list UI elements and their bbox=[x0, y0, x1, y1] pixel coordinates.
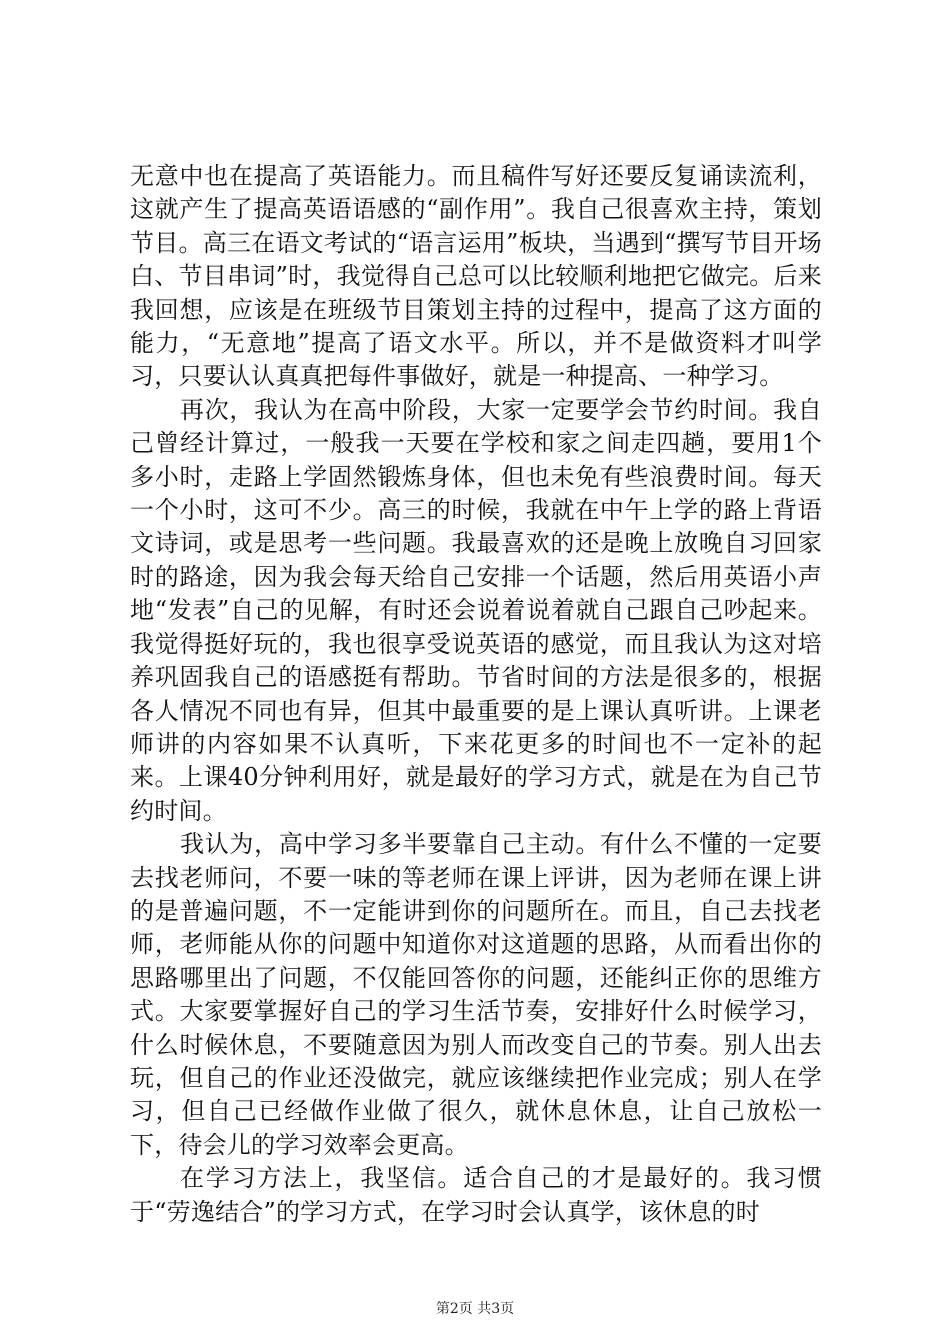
paragraph-2: 再次，我认为在高中阶段，大家一定要学会节约时间。我自己曾经计算过，一般我一天要在学校和家之间走四趟，要用1个多小时，走路上学固然锻炼身体，但也未免有些浪费时间。每天一个小时，这可不少。高三的时候，我就在中午上学的路上背语文诗词，或是思考一些问题。我最喜欢的还是晚上放晚自习回家时的路途，因为我会每天给自己安排一个话题，然后用英语小声地“发表”自己的见解，有时还会说着说着就自己跟自己吵起来。我觉得挺好玩的，我也很享受说英语的感觉，而且我认为这对培养巩固我自己的语感挺有帮助。节省时间的方法是很多的，根据各人情况不同也有异，但其中最重要的是上课认真听讲。上课老师讲的内容如果不认真听，下来花更多的时间也不一定补的起来。上课40分钟利用好，就是最好的学习方式，就是在为自己节约时间。 bbox=[130, 395, 822, 825]
paragraph-4: 在学习方法上，我坚信。适合自己的才是最好的。我习惯于“劳逸结合”的学习方式，在学习时会认真学，该休息的时 bbox=[130, 1164, 822, 1226]
page-number-label: 第2页 共3页 bbox=[435, 1301, 515, 1317]
paragraph-1: 无意中也在提高了英语能力。而且稿件写好还要反复诵读流利，这就产生了提高英语语感的“副作用”。我自己很喜欢主持，策划节目。高三在语文考试的“语言运用”板块，当遇到“撰写节目开场白、节目串词”时，我觉得自己总可以比较顺利地把它做完。后来我回想，应该是在班级节目策划主持的过程中，提高了这方面的能力，“无意地”提高了语文水平。所以，并不是做资料才叫学习，只要认认真真把每件事做好，就是一种提高、一种学习。 bbox=[130, 162, 822, 391]
paragraph-3: 我认为，高中学习多半要靠自己主动。有什么不懂的一定要去找老师问，不要一味的等老师在课上评讲，因为老师在课上讲的是普遍问题，不一定能讲到你的问题所在。而且，自己去找老师，老师能从你的问题中知道你对这道题的思路，从而看出你的思路哪里出了问题，不仅能回答你的问题，还能纠正你的思维方式。大家要掌握好自己的学习生活节奏，安排好什么时候学习，什么时候休息，不要随意因为别人而改变自己的节奏。别人出去玩，但自己的作业还没做完，就应该继续把作业完成；别人在学习，但自己已经做作业做了很久，就休息休息，让自己放松一下，待会儿的学习效率会更高。 bbox=[130, 830, 822, 1159]
document-body bbox=[130, 160, 822, 1229]
page-footer bbox=[0, 1300, 950, 1318]
